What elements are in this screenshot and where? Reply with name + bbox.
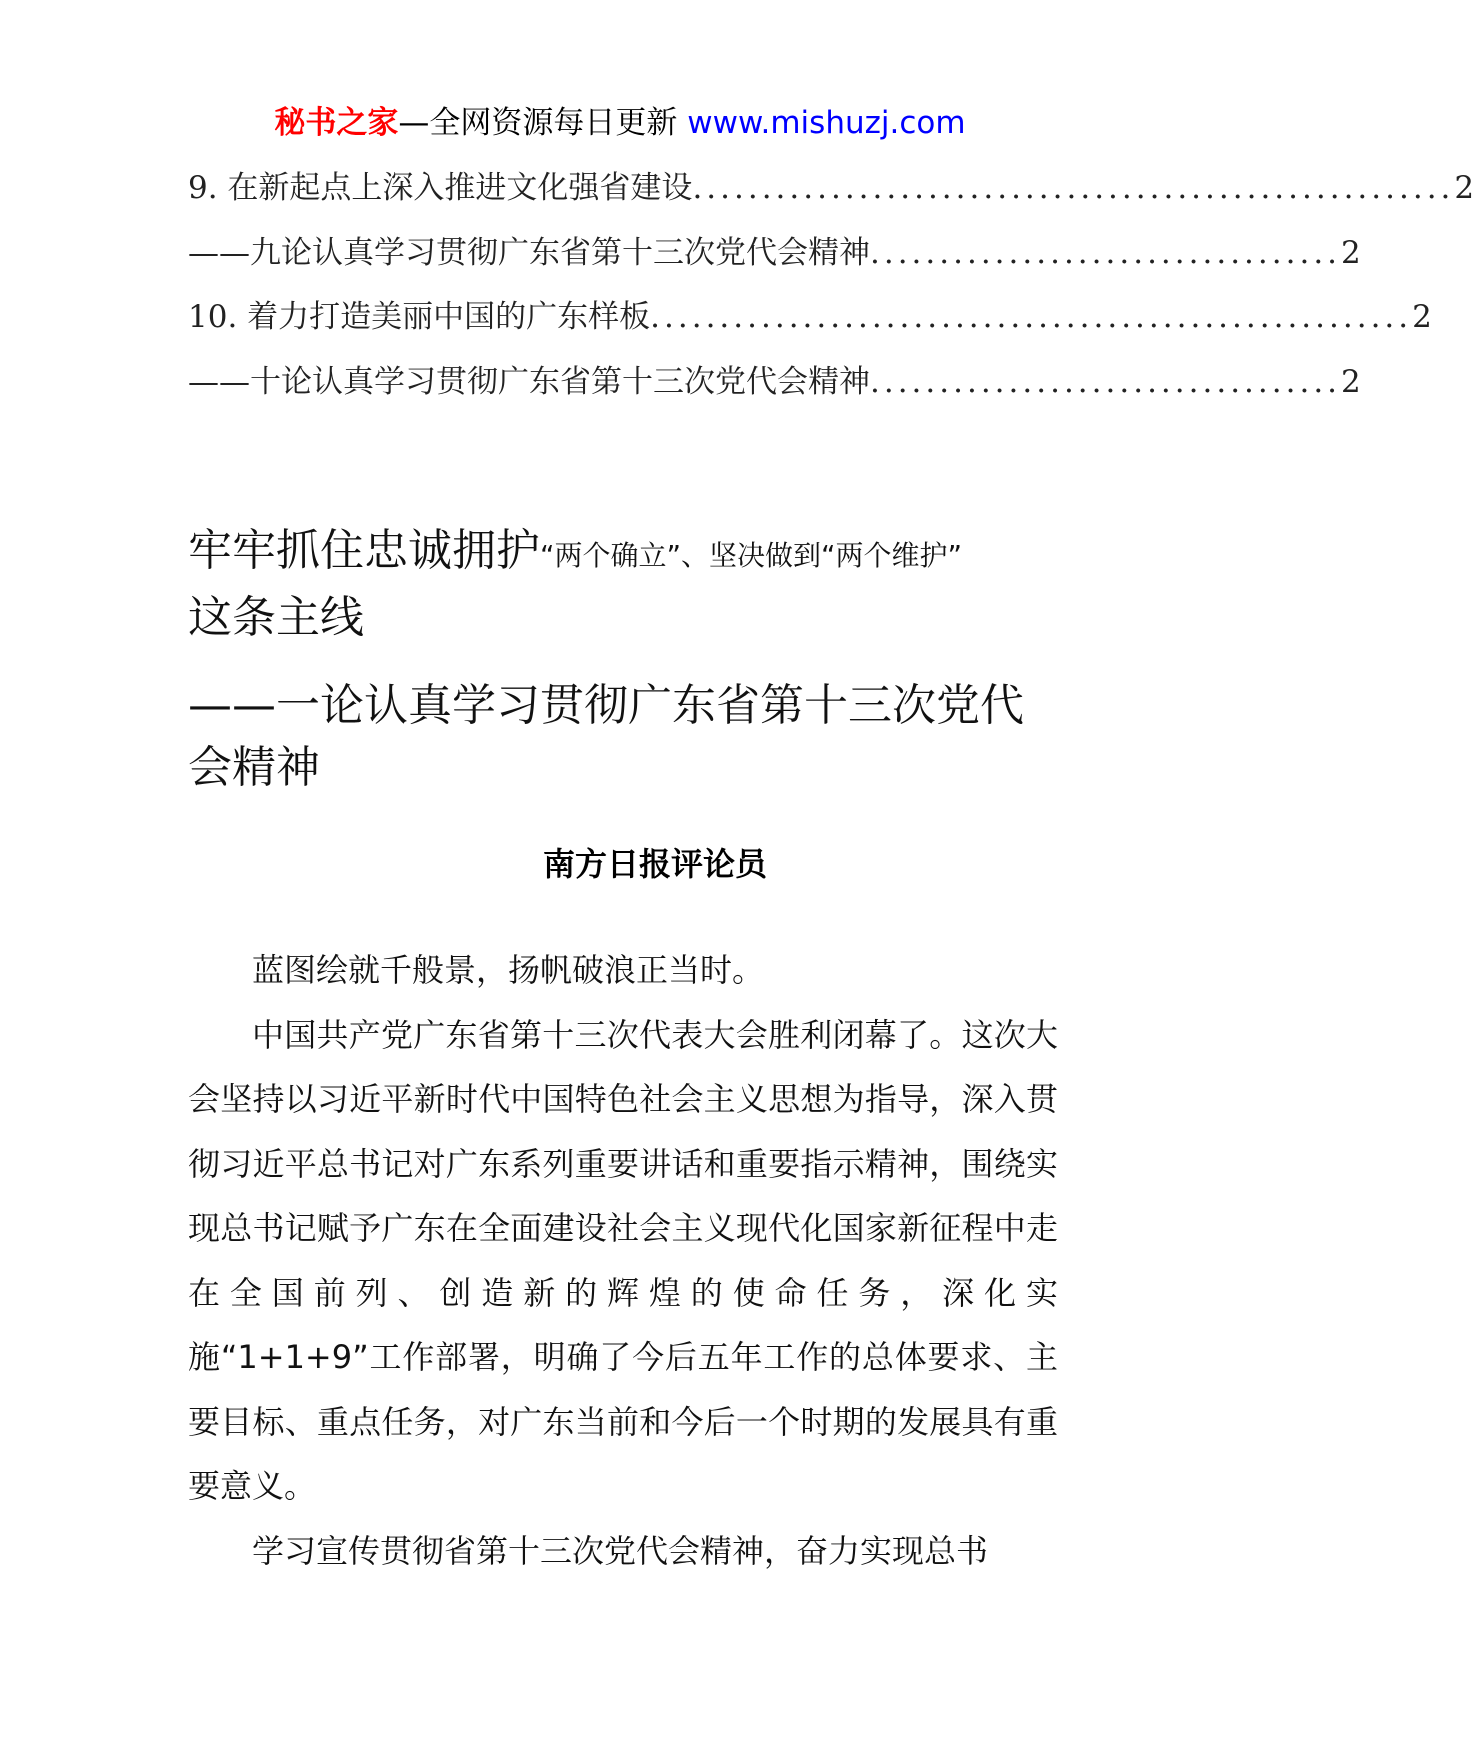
article-author: 南方日报评论员	[542, 845, 767, 883]
toc-entry-page: 2	[1412, 299, 1432, 335]
article-title-quote: “两个确立”、坚决做到“两个维护”	[540, 539, 963, 572]
toc-entry-title: 10. 着力打造美丽中国的广东样板	[188, 299, 651, 335]
toc-entry-page: 2	[1341, 363, 1361, 400]
toc-entry-page: 2	[1341, 234, 1361, 271]
toc-entry-title: ——十论认真学习贯彻广东省第十三次党代会精神	[188, 363, 870, 400]
body-paragraph: 蓝图绘就千般景，扬帆破浪正当时。	[252, 951, 765, 989]
article-title-main: 牢牢抓住忠诚拥护	[188, 525, 540, 576]
body-paragraph: 中国共产党广东省第十三次代表大会胜利闭幕了。这次大会坚持以习近平新时代中国特色社会主义思想为指导，深入贯彻习近平总书记对广东系列重要讲话和重要指示精神，围绕实现总书记赋予广东在全面建设社会主义现代化国家新征程中走在全国前列、创造新的辉煌的使命任务，深化实施“1+1+9”工作部署，明确了今后五年工作的总体要求、主要目标、重点任务，对广东当前和今后一个时期的发展具有重要意义。	[188, 1015, 1058, 1505]
article-title	[188, 520, 1058, 649]
toc-entry[interactable]	[188, 168, 1474, 233]
article-subtitle: ——一论认真学习贯彻广东省第十三次党代会精神	[188, 680, 1024, 793]
toc-entry[interactable]	[188, 362, 1361, 427]
site-slogan: —全网资源每日更新	[398, 105, 688, 141]
toc-entry-page: 2	[1454, 170, 1474, 206]
toc-entry[interactable]	[188, 297, 1432, 362]
body-paragraph: 学习宣传贯彻省第十三次党代会精神，奋力实现总书	[252, 1531, 989, 1570]
site-brand: 秘书之家	[274, 105, 399, 141]
site-header	[0, 103, 1240, 143]
toc-entry[interactable]	[188, 233, 1361, 298]
article-body	[188, 938, 1058, 1583]
toc-entry-title: ——九论认真学习贯彻广东省第十三次党代会精神	[188, 234, 870, 271]
toc-leader-dots: .......................................................	[650, 299, 1413, 335]
site-url-link[interactable]: www.mishuzj.com	[687, 105, 966, 141]
toc-leader-dots: .......................................................	[692, 170, 1455, 206]
toc-leader-dots: ..................................	[870, 363, 1342, 400]
table-of-contents	[188, 168, 1474, 426]
toc-leader-dots: ..................................	[870, 234, 1342, 271]
article-title-end: 这条主线	[188, 592, 364, 643]
toc-entry-title: 9. 在新起点上深入推进文化强省建设	[188, 170, 693, 206]
